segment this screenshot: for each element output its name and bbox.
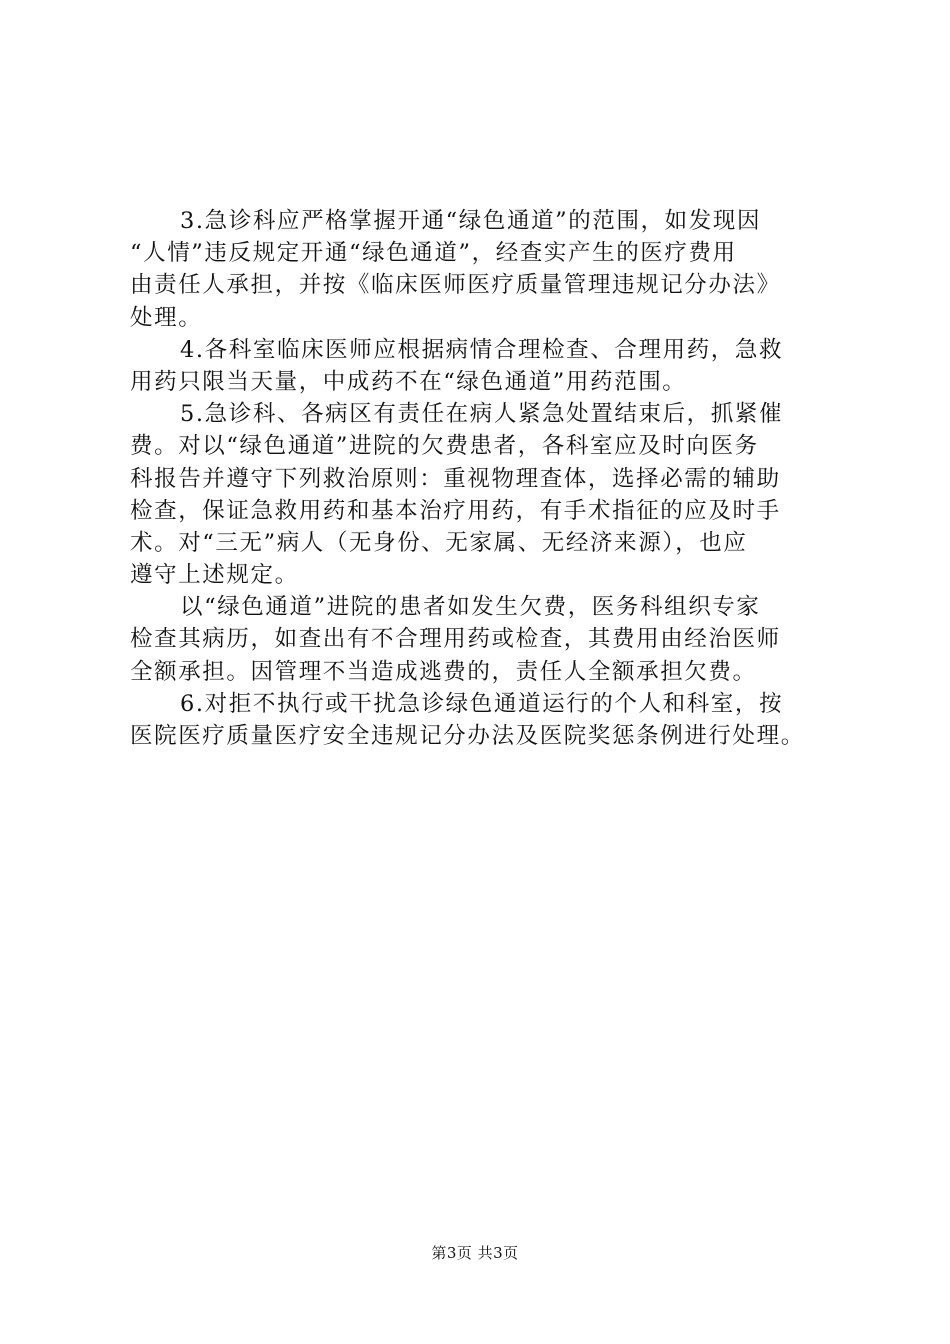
text-line-2: “人情”违反规定开通“绿色通道”，经查实产生的医疗费用 [130,240,737,267]
text-line-6: 用药只限当天量，中成药不在“绿色通道”用药范围。 [130,368,687,395]
text-line-11: 术。对“三无”病人（无身份、无家属、无经济来源），也应 [130,529,748,556]
text-line-1: 3.急诊科应严格掌握开通“绿色通道”的范围，如发现因 [180,208,762,234]
document-body [130,205,850,752]
text-line-7: 5.急诊科、各病区有责任在病人紧急处置结束后，抓紧催 [180,401,784,428]
text-line-9: 科报告并遵守下列救治原则：重视物理查体，选择必需的辅助 [130,465,781,492]
text-line-5: 4.各科室临床医师应根据病情合理检查、合理用药，急救 [180,336,784,363]
text-line-15: 全额承担。因管理不当造成逃费的，责任人全额承担欠费。 [130,658,757,685]
text-line-3: 由责任人承担，并按《临床医师医疗质量管理违规记分办法》 [130,272,781,299]
text-line-8: 费。对以“绿色通道”进院的欠费患者，各科室应及时向医务 [130,433,759,460]
text-line-12: 遵守上述规定。 [130,562,299,589]
text-line-16: 6.对拒不执行或干扰急诊绿色通道运行的个人和科室，按 [180,690,784,717]
text-line-14: 检查其病历，如查出有不合理用药或检查，其费用由经治医师 [130,626,781,653]
text-line-17: 医院医疗质量医疗安全违规记分办法及医院奖惩条例进行处理。 [130,723,805,749]
text-line-10: 检查，保证急救用药和基本治疗用药，有手术指征的应及时手 [130,497,781,524]
text-line-13: 以“绿色通道”进院的患者如发生欠费，医务科组织专家 [180,594,761,621]
page-footer: 第3页 共3页 [431,1244,519,1262]
text-line-4: 处理。 [130,304,203,331]
